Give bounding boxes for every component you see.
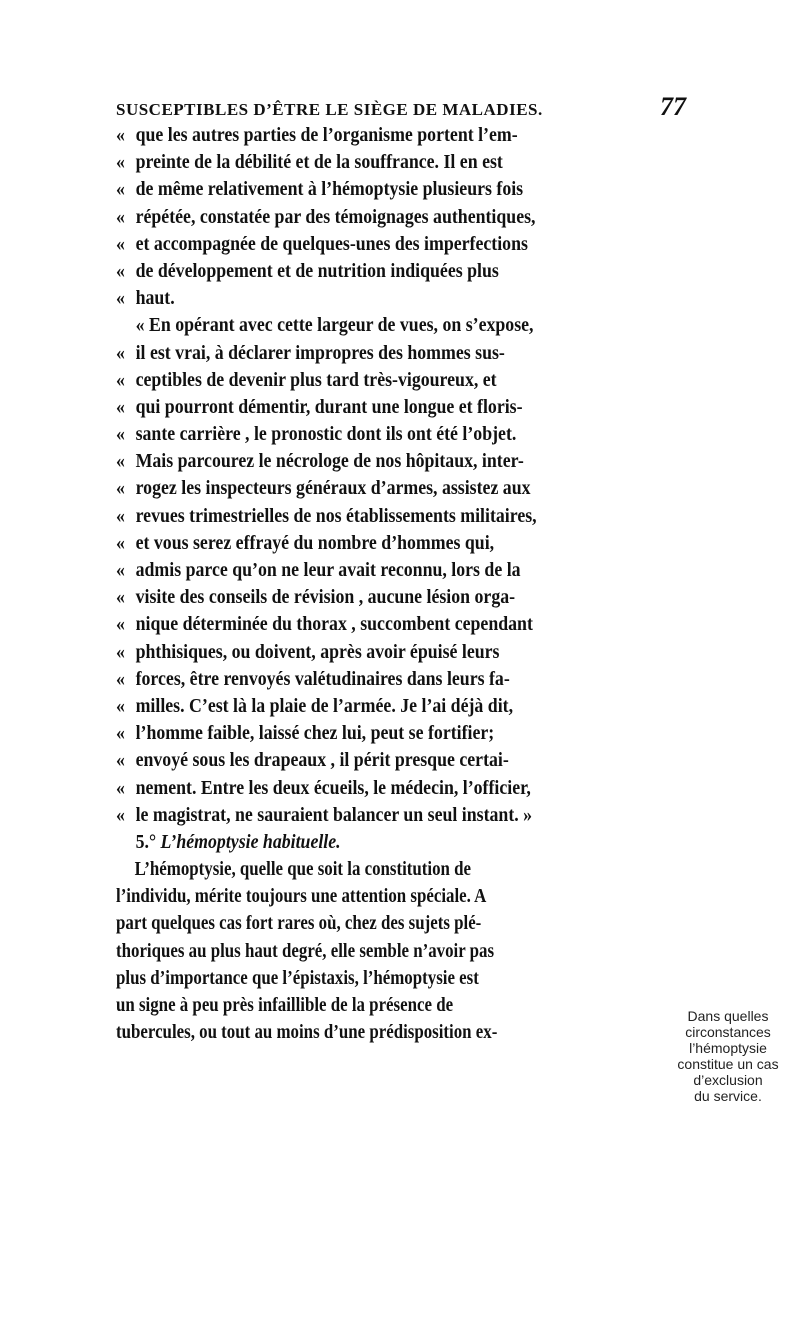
- line-text: part quelques cas fort rares où, chez des sujets plé-: [116, 912, 482, 935]
- text-line: [116, 775, 686, 802]
- line-text: nique déterminée du thorax , succombent cependant: [135, 613, 533, 636]
- quote-mark: «: [116, 287, 125, 310]
- quote-mark: «: [116, 341, 125, 364]
- margin-note-line: l’hémoptysie: [689, 1040, 767, 1056]
- line-text: ceptibles de devenir plus tard très-vigoureux, et: [135, 368, 497, 391]
- line-text: l’homme faible, laissé chez lui, peut se fortifier;: [135, 722, 495, 745]
- line-text: Mais parcourez le nécrologe de nos hôpitaux, inter-: [135, 450, 524, 473]
- text-line: [116, 367, 686, 394]
- paragraph-line: [116, 856, 656, 883]
- line-text: un signe à peu près infaillible de la présence de: [116, 994, 454, 1016]
- text-line: [116, 204, 686, 231]
- text-line: [116, 747, 686, 774]
- text-line: [116, 693, 686, 720]
- margin-note-line: constitue un cas: [677, 1056, 779, 1072]
- line-text: admis parce qu’on ne leur avait reconnu, lors de la: [135, 559, 521, 581]
- text-line: [116, 448, 686, 475]
- page-number: 77: [660, 92, 686, 121]
- line-text: de même relativement à l’hémoptysie plusieurs fois: [135, 178, 524, 201]
- paragraph-line: [116, 965, 656, 992]
- margin-note-line: circonstances: [685, 1024, 771, 1040]
- quote-mark: «: [116, 368, 125, 391]
- line-text: thoriques au plus haut degré, elle semble n’avoir pas: [116, 939, 495, 962]
- line-text: L’hémoptysie, quelle que soit la constitution de: [134, 858, 472, 881]
- line-text: de développement et de nutrition indiquées plus: [135, 259, 499, 282]
- line-text: visite des conseils de révision , aucune lésion orga-: [135, 586, 516, 609]
- quote-mark: «: [116, 423, 125, 446]
- text-line: [116, 421, 686, 448]
- quote-mark: «: [116, 395, 125, 418]
- quote-mark: «: [116, 613, 125, 636]
- line-text: haut.: [135, 287, 175, 310]
- text-line: [116, 176, 686, 203]
- line-text: plus d’importance que l’épistaxis, l’hémoptysie est: [116, 966, 479, 989]
- quote-mark: «: [116, 722, 125, 745]
- line-text: qui pourront démentir, durant une longue et floris-: [135, 395, 523, 418]
- section-heading: [116, 829, 686, 856]
- paragraph-line: [116, 938, 656, 965]
- line-text: et accompagnée de quelques-unes des imperfections: [135, 232, 528, 255]
- line-text: il est vrai, à déclarer impropres des hommes sus-: [135, 341, 505, 364]
- text-line: [116, 475, 686, 502]
- line-text: tubercules, ou tout au moins d’une prédisposition ex-: [116, 1021, 498, 1044]
- text-line: [116, 340, 686, 367]
- text-line: [116, 557, 686, 584]
- quote-mark: «: [116, 232, 125, 255]
- line-text: l’individu, mérite toujours une attention spéciale. A: [116, 885, 487, 908]
- quote-mark: «: [116, 640, 125, 663]
- line-text: « En opérant avec cette largeur de vues, on s’expose,: [135, 314, 534, 337]
- section-number: 5.°: [135, 830, 157, 853]
- quote-mark: «: [116, 504, 125, 527]
- quote-mark: «: [116, 749, 125, 772]
- text-line: [116, 394, 686, 421]
- quote-mark: «: [116, 776, 125, 799]
- line-text: forces, être renvoyés valétudinaires dans leurs fa-: [135, 667, 510, 690]
- paragraph-line: [116, 992, 656, 1019]
- quote-mark: «: [116, 450, 125, 473]
- quote-mark: «: [116, 259, 125, 282]
- quote-mark: «: [116, 531, 125, 554]
- text-line: [116, 122, 686, 149]
- line-text: et vous serez effrayé du nombre d’hommes qui,: [135, 531, 495, 554]
- line-text: revues trimestrielles de nos établissements militaires,: [135, 504, 537, 527]
- section-title: L’hémoptysie habituelle.: [160, 830, 341, 853]
- quote-mark: «: [116, 178, 125, 201]
- quote-mark: «: [116, 124, 125, 146]
- line-text: le magistrat, ne sauraient balancer un seul instant. »: [135, 803, 533, 826]
- line-text: preinte de la débilité et de la souffrance. Il en est: [135, 151, 503, 174]
- running-title: SUSCEPTIBLES D’ÊTRE LE SIÈGE DE MALADIES.: [116, 100, 543, 119]
- quote-mark: «: [116, 559, 125, 581]
- paragraph-line: [116, 883, 656, 910]
- margin-note-line: Dans quelles: [687, 1008, 769, 1024]
- quote-mark: «: [116, 586, 125, 609]
- quote-mark: «: [116, 477, 125, 500]
- line-text: phthisiques, ou doivent, après avoir épuisé leurs: [135, 640, 500, 663]
- text-line: [116, 611, 686, 638]
- margin-note: [668, 1008, 788, 1104]
- line-text: répétée, constatée par des témoignages authentiques,: [135, 205, 536, 228]
- text-line: [116, 639, 686, 666]
- quote-mark: «: [116, 803, 125, 826]
- line-text: envoyé sous les drapeaux , il périt presque certai-: [135, 749, 509, 772]
- line-text: sante carrière , le pronostic dont ils ont été l’objet.: [135, 423, 517, 446]
- quote-mark: «: [116, 667, 125, 690]
- text-line: [116, 285, 686, 312]
- text-line: [116, 584, 686, 611]
- quote-mark: «: [116, 205, 125, 228]
- margin-note-line: du service.: [694, 1088, 762, 1104]
- quote-mark: «: [116, 151, 125, 174]
- text-line: [116, 231, 686, 258]
- section-indent: [116, 829, 136, 856]
- text-line: [116, 802, 686, 829]
- margin-note-line: d’exclusion: [693, 1072, 763, 1088]
- text-line: [116, 258, 686, 285]
- paragraph-line: [116, 910, 656, 937]
- text-line: [116, 312, 686, 339]
- paragraph-line: [116, 1019, 656, 1046]
- text-line: [116, 503, 686, 530]
- text-line: [116, 720, 686, 747]
- line-text: milles. C’est là la plaie de l’armée. Je l’ai déjà dit,: [135, 694, 514, 717]
- line-text: que les autres parties de l’organisme portent l’em-: [135, 124, 518, 146]
- line-text: rogez les inspecteurs généraux d’armes, assistez aux: [135, 477, 531, 500]
- page-header: [116, 92, 686, 122]
- text-line: [116, 530, 686, 557]
- quote-mark: «: [116, 694, 125, 717]
- text-line: [116, 666, 686, 693]
- text-line: [116, 149, 686, 176]
- quote-mark: [116, 312, 136, 339]
- quoted-passage: [116, 122, 756, 1046]
- line-text: nement. Entre les deux écueils, le médecin, l’officier,: [135, 776, 531, 799]
